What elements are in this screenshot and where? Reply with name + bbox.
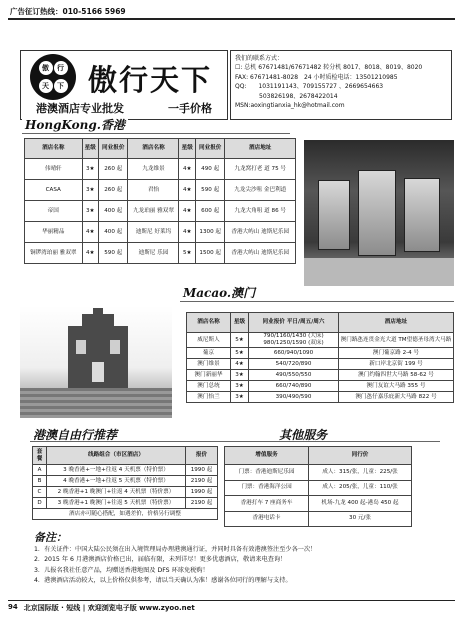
table-row bbox=[225, 511, 412, 527]
table-cell: 香港打车 7 座商务车 bbox=[225, 496, 309, 512]
table-cell: 540/720/890 bbox=[249, 359, 339, 370]
table-cell: 590 起 bbox=[195, 180, 224, 201]
table-row bbox=[225, 496, 412, 512]
remark-item: 3．儿报名我社任意产品，均赠送香港地图及 DFS 环球免税购！ bbox=[34, 566, 209, 574]
logo-char: 天 bbox=[39, 79, 53, 93]
col-header: 酒店名称 bbox=[187, 313, 231, 333]
col-header: 套餐 bbox=[33, 447, 47, 465]
facade-peak bbox=[93, 308, 103, 316]
storefront-window bbox=[318, 180, 350, 250]
col-header: 同业报价 bbox=[195, 139, 224, 159]
col-header: 酒店地址 bbox=[339, 313, 454, 333]
top-rule bbox=[8, 18, 455, 20]
table-cell: 九龙尖沙咀 金巴利道 bbox=[225, 180, 296, 201]
table-cell: 260 起 bbox=[99, 180, 128, 201]
table-cell: 5★ bbox=[231, 333, 249, 348]
storefront-window bbox=[358, 170, 396, 256]
page-number: 94 bbox=[8, 603, 18, 611]
remarks bbox=[34, 533, 454, 587]
table-cell: 400 起 bbox=[99, 201, 128, 222]
table-row bbox=[187, 370, 454, 381]
table-cell: 4★ bbox=[231, 359, 249, 370]
table-cell: 3★ bbox=[82, 201, 98, 222]
table-row bbox=[33, 465, 218, 476]
contact-fax: FAX: 67671481-8028 24 小时质检电话：13501210985 bbox=[235, 73, 398, 81]
table-cell: 九龙珀丽 雅双翠 bbox=[128, 201, 179, 222]
brand-name: 傲行天下 bbox=[88, 63, 213, 97]
table-cell: 威尼斯人 bbox=[187, 333, 231, 348]
table-row bbox=[187, 392, 454, 403]
table-cell: 3 晚香港+1 晚澳门+往返 5 天机票（特价票） bbox=[47, 498, 186, 509]
table-cell: 澳门新丽华 bbox=[187, 370, 231, 381]
table-cell: 澳门路氹连贯金光大道 TM望德圣母湾大马路 bbox=[339, 333, 454, 348]
table-cell: 迪斯尼 好莱坞 bbox=[128, 222, 179, 243]
macao-section-title: Macao.澳门 bbox=[180, 284, 258, 301]
table-cell: 5★ bbox=[179, 243, 195, 264]
table-cell: 490 起 bbox=[195, 159, 224, 180]
table-cell: CASA bbox=[25, 180, 83, 201]
free-travel-note: 酒店亦可随心搭配，如遇差价，价格另行调整 bbox=[33, 509, 218, 520]
table-cell: 2190 起 bbox=[186, 498, 218, 509]
table-row bbox=[33, 487, 218, 498]
table-cell: 九龙窝打老 道 75 号 bbox=[225, 159, 296, 180]
table-cell: 3★ bbox=[231, 381, 249, 392]
table-cell: 华丽精品 bbox=[25, 222, 83, 243]
col-header: 酒店名称 bbox=[128, 139, 179, 159]
logo-char: 行 bbox=[54, 61, 68, 75]
table-cell: 4★ bbox=[179, 222, 195, 243]
storefront-window bbox=[404, 178, 440, 252]
brand-logo bbox=[30, 54, 76, 100]
table-row bbox=[225, 465, 412, 481]
remarks-title: 备注： bbox=[34, 531, 67, 544]
contact-qq: QQ: 1031191143、709155727 、2669654663 bbox=[235, 83, 384, 91]
hk-hotel-table bbox=[24, 138, 296, 264]
contact-heading: 我们的联系方式： bbox=[235, 55, 284, 62]
macao-hotel-table bbox=[186, 312, 454, 403]
table-cell: 790/1160/1430 (大床) 980/1250/1590 (双床) bbox=[249, 333, 339, 348]
table-cell: 1300 起 bbox=[195, 222, 224, 243]
hk-section-header bbox=[22, 120, 290, 134]
table-cell: 1500 起 bbox=[195, 243, 224, 264]
table-cell: 2 晚香港+1 晚澳门+往返 4 天机票（特价票） bbox=[47, 487, 186, 498]
table-cell: 香港电话卡 bbox=[225, 511, 309, 527]
table-row bbox=[33, 498, 218, 509]
table-cell: 4★ bbox=[179, 159, 195, 180]
table-cell: 九龙大角咀 道 86 号 bbox=[225, 201, 296, 222]
logo-char: 下 bbox=[54, 79, 68, 93]
table-cell: A bbox=[33, 465, 47, 476]
table-cell: 新口岸北京街 199 号 bbox=[339, 359, 454, 370]
col-header: 增值服务 bbox=[225, 447, 309, 465]
table-cell: 4★ bbox=[82, 243, 98, 264]
col-header: 报价 bbox=[186, 447, 218, 465]
table-row bbox=[25, 159, 296, 180]
table-cell: 澳门葡京路 2-4 号 bbox=[339, 348, 454, 359]
table-cell: 成人：315/张，儿童：225/张 bbox=[309, 465, 412, 481]
table-cell: 门票：香港海洋公园 bbox=[225, 480, 309, 496]
table-cell: D bbox=[33, 498, 47, 509]
col-header: 线路组合（市区酒店） bbox=[47, 447, 186, 465]
services-table bbox=[224, 446, 412, 527]
table-cell: 澳门约翰四世大马路 58-62 号 bbox=[339, 370, 454, 381]
free-services-header bbox=[30, 426, 440, 442]
table-cell: 君怡 bbox=[128, 180, 179, 201]
hk-section-title: HongKong.香港 bbox=[22, 116, 128, 133]
table-cell: 澳门维景 bbox=[187, 359, 231, 370]
contact-msn: MSN:aoxingtianxia_hk@hotmail.com bbox=[235, 102, 345, 110]
table-cell: 660/740/890 bbox=[249, 381, 339, 392]
table-cell: 3★ bbox=[231, 370, 249, 381]
table-cell: 4 晚香港+一地+往返 5 天机票（特价票） bbox=[47, 476, 186, 487]
table-cell: 3★ bbox=[82, 180, 98, 201]
col-header: 酒店地址 bbox=[225, 139, 296, 159]
remark-item: 2．2015 年 6 月港澳酒店价格已出，届临有限，未列详尽！更多优惠酒店，敬请来电查询！ bbox=[34, 556, 287, 563]
table-cell: 4★ bbox=[82, 222, 98, 243]
col-header: 同行价 bbox=[309, 447, 412, 465]
col-header: 星级 bbox=[231, 313, 249, 333]
table-row bbox=[187, 381, 454, 392]
table-row bbox=[187, 348, 454, 359]
ad-hotline: 广告征订热线：010-5166 5969 bbox=[10, 7, 126, 16]
table-cell: 4★ bbox=[179, 180, 195, 201]
table-cell: C bbox=[33, 487, 47, 498]
table-cell: 5★ bbox=[231, 348, 249, 359]
table-row bbox=[25, 180, 296, 201]
macao-section-header bbox=[180, 288, 454, 302]
table-cell: 帝国 bbox=[25, 201, 83, 222]
facade-top bbox=[82, 314, 114, 328]
table-cell: 590 起 bbox=[99, 243, 128, 264]
facade-door bbox=[92, 362, 104, 382]
contact-panel bbox=[230, 50, 452, 120]
table-row bbox=[25, 201, 296, 222]
table-cell: 澳门怡兰 bbox=[187, 392, 231, 403]
col-header: 同业报价 平日/周五/周六 bbox=[249, 313, 339, 333]
table-cell: 葡京 bbox=[187, 348, 231, 359]
col-header: 酒店名称 bbox=[25, 139, 83, 159]
contact-qq-2: 503826198、2678422014 bbox=[235, 92, 338, 100]
table-row bbox=[25, 222, 296, 243]
table-cell: 澳门氹仔嘉乐庇新大马路 822 号 bbox=[339, 392, 454, 403]
table-cell: 伟晴轩 bbox=[25, 159, 83, 180]
other-services-title: 其他服务 bbox=[276, 426, 330, 441]
logo-char: 傲 bbox=[39, 61, 53, 75]
remark-item: 1．有关证件：中国大陆公民须在出入境管理局办理港澳通行证，并同时具备有效港澳签注至少各一次！ bbox=[34, 545, 317, 553]
table-cell: 400 起 bbox=[99, 222, 128, 243]
contact-phone: ☐: 总机 67671481/67671482 转分机 8017、8018、8019、8020 bbox=[235, 64, 423, 72]
stairway bbox=[20, 388, 172, 418]
price-tagline: 一手价格 bbox=[168, 102, 212, 115]
col-header: 同业报价 bbox=[99, 139, 128, 159]
table-cell: 260 起 bbox=[99, 159, 128, 180]
table-cell: 1990 起 bbox=[186, 465, 218, 476]
table-cell: 铜锣湾珀丽 雅双翠 bbox=[25, 243, 83, 264]
col-header: 星级 bbox=[179, 139, 195, 159]
table-cell: 迪斯尼 乐园 bbox=[128, 243, 179, 264]
table-cell: 1990 起 bbox=[186, 487, 218, 498]
table-row bbox=[25, 243, 296, 264]
table-cell: 30 元/张 bbox=[309, 511, 412, 527]
table-row bbox=[33, 476, 218, 487]
table-cell: 660/940/1090 bbox=[249, 348, 339, 359]
table-row bbox=[225, 480, 412, 496]
table-row bbox=[187, 333, 454, 348]
footer-text: 北京国际版 · 短线 | 欢迎浏览电子版 www.zyoo.net bbox=[23, 604, 195, 612]
facade-window bbox=[110, 340, 120, 354]
hotel-storefront-photo bbox=[304, 140, 454, 286]
table-cell: 机场-九龙 400 起-港岛 450 起 bbox=[309, 496, 412, 512]
table-row bbox=[187, 359, 454, 370]
table-cell: 390/490/590 bbox=[249, 392, 339, 403]
ruins-of-st-paul-photo bbox=[20, 306, 172, 418]
table-cell: 490/550/550 bbox=[249, 370, 339, 381]
table-cell: 成人：205/张，儿童：110/张 bbox=[309, 480, 412, 496]
free-travel-title: 港澳自由行推荐 bbox=[30, 426, 120, 441]
brand-tagline: 港澳酒店专业批发 bbox=[36, 102, 124, 115]
facade-window bbox=[76, 340, 86, 354]
table-cell: 3★ bbox=[82, 159, 98, 180]
table-cell: 门票：香港迪斯尼乐园 bbox=[225, 465, 309, 481]
table-cell: 2190 起 bbox=[186, 476, 218, 487]
page-footer bbox=[8, 600, 455, 613]
table-cell: 香港大屿山 迪斯尼乐园 bbox=[225, 222, 296, 243]
table-cell: 3 晚香港+一地+往返 4 天机票（特价票） bbox=[47, 465, 186, 476]
table-cell: 香港大屿山 迪斯尼乐园 bbox=[225, 243, 296, 264]
table-cell: 600 起 bbox=[195, 201, 224, 222]
col-header: 星级 bbox=[82, 139, 98, 159]
table-cell: 澳门友谊大马路 355 号 bbox=[339, 381, 454, 392]
table-cell: 3★ bbox=[231, 392, 249, 403]
free-travel-table bbox=[32, 446, 218, 520]
table-cell: 4★ bbox=[179, 201, 195, 222]
remark-item: 4．港澳酒店活动较大，以上价格仅供参考，请以当天确认为准！感谢各位同行的理解与支持。 bbox=[34, 577, 292, 584]
table-cell: 九龙维景 bbox=[128, 159, 179, 180]
table-cell: B bbox=[33, 476, 47, 487]
storefront-pavement bbox=[304, 258, 454, 286]
table-cell: 澳门总统 bbox=[187, 381, 231, 392]
